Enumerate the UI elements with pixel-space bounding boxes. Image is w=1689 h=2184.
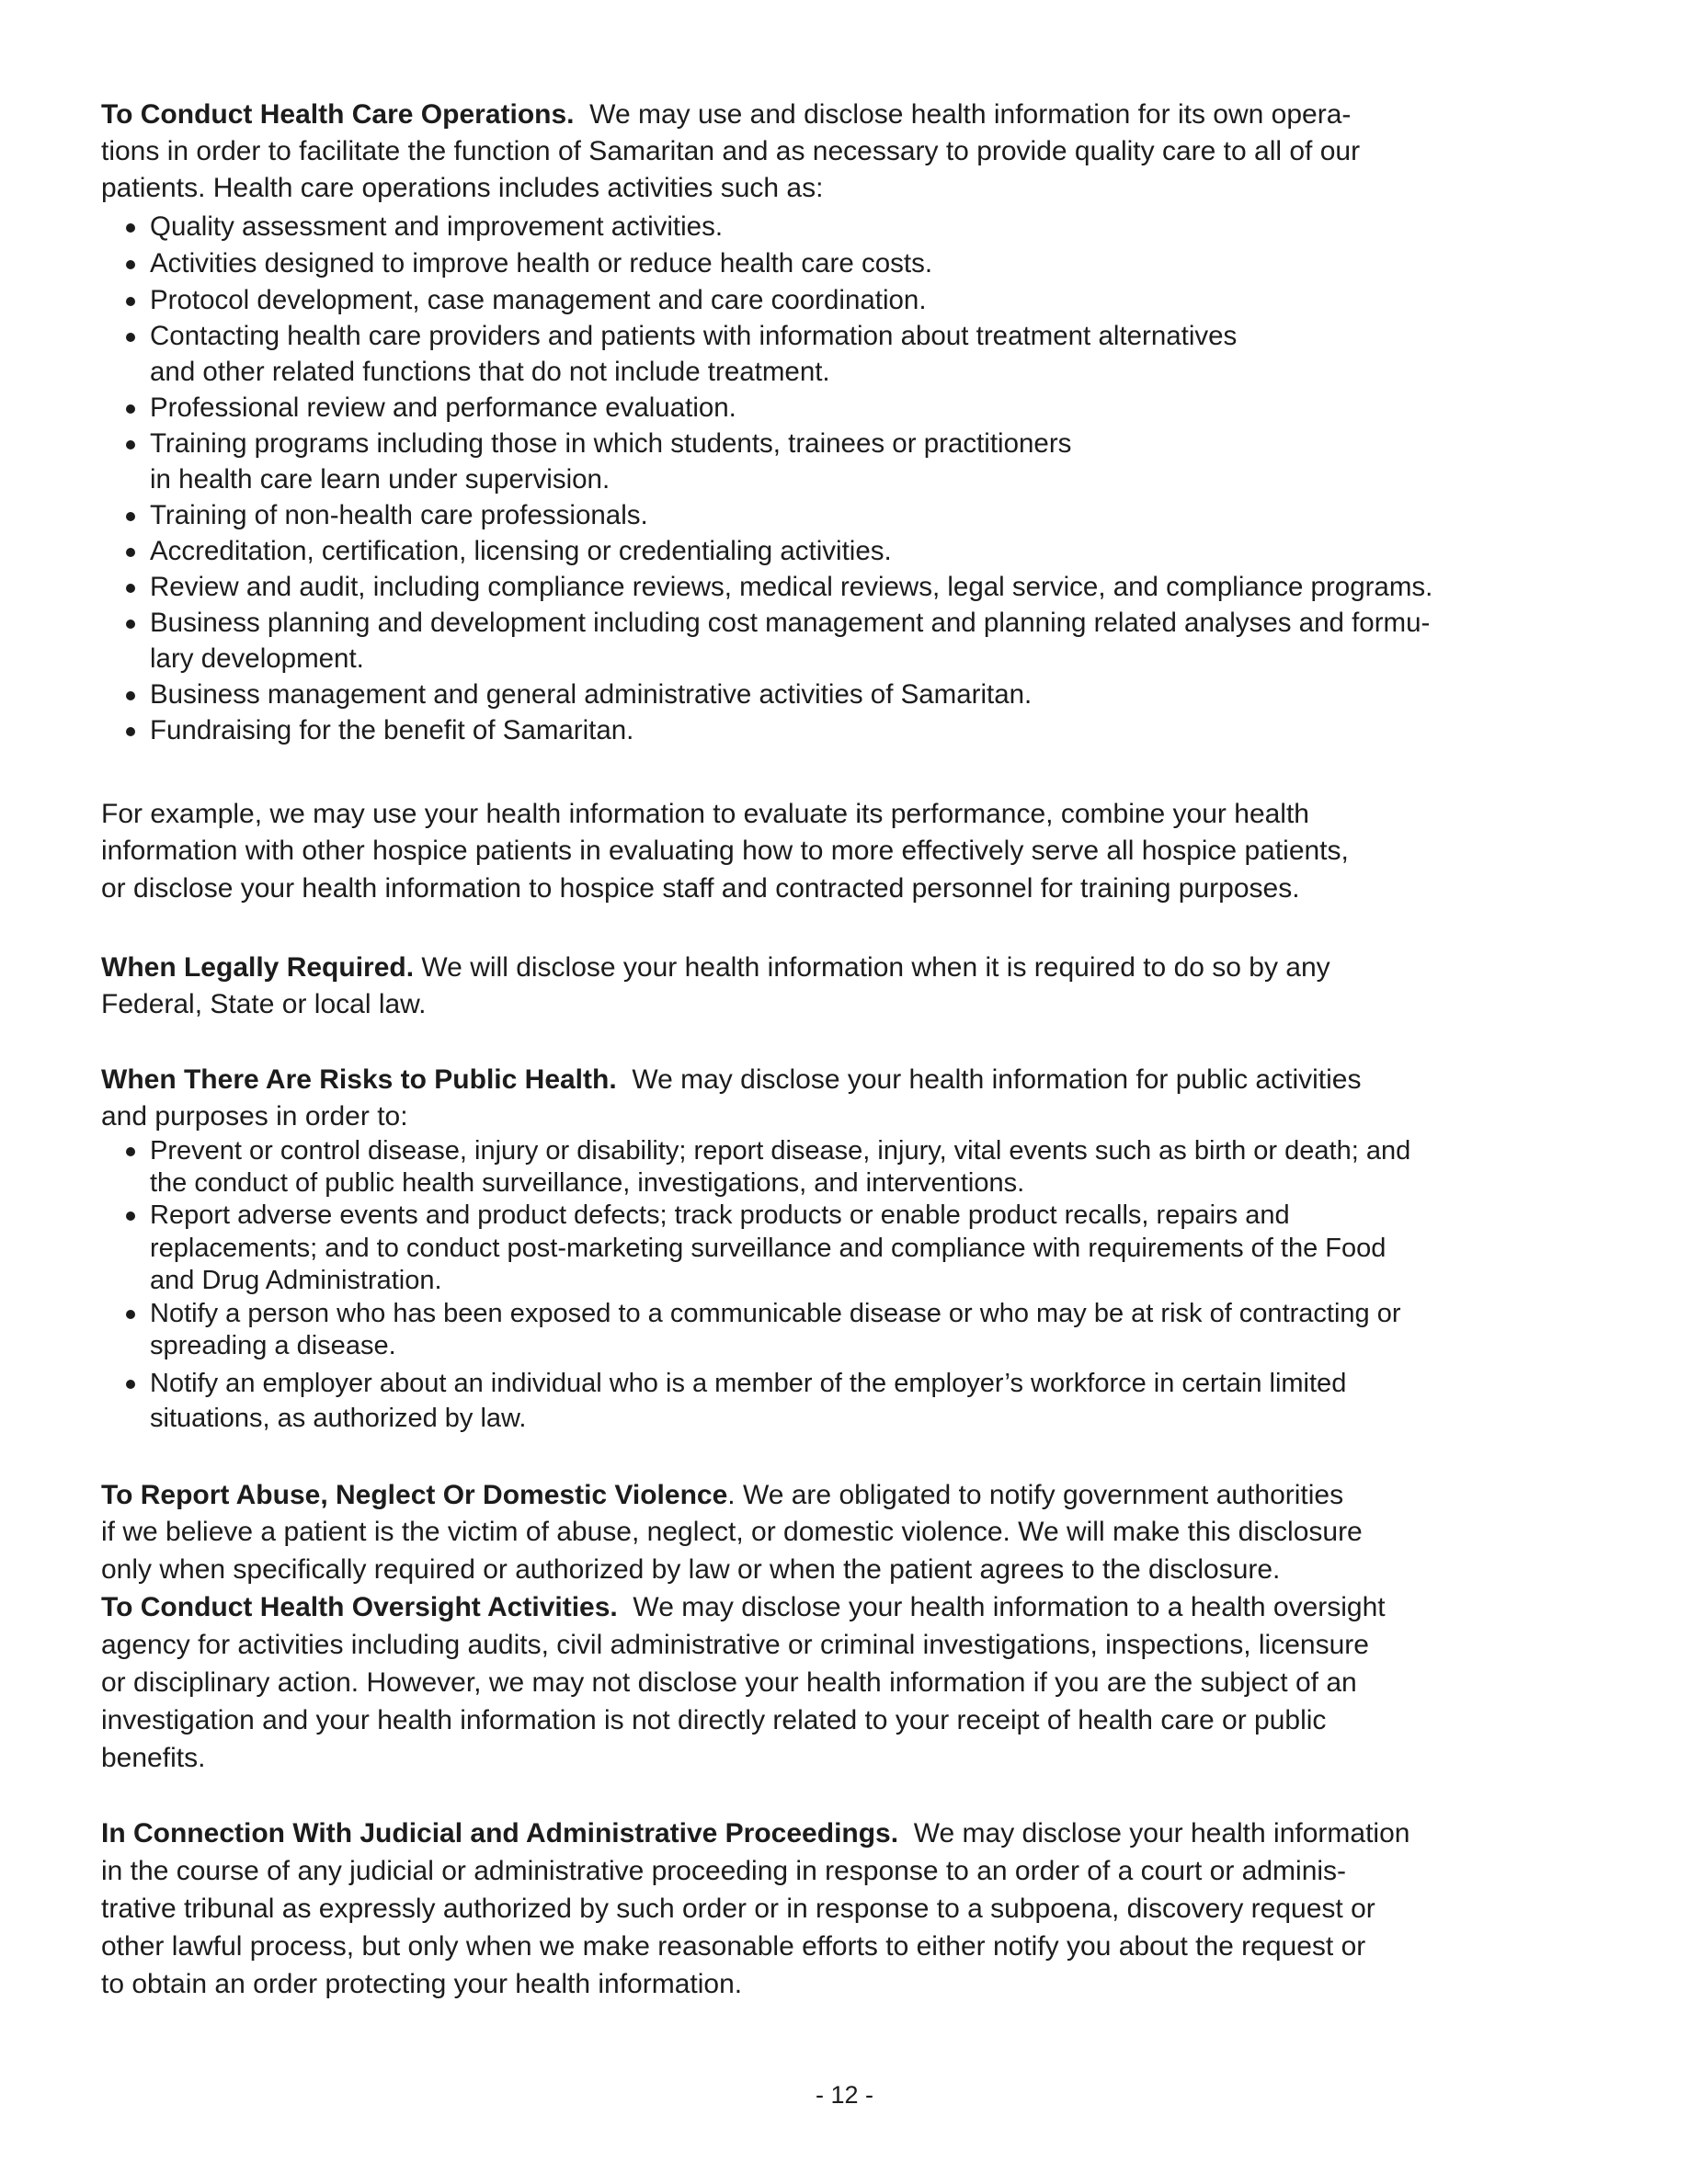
- list-item: Protocol development, case management and care coordination.: [150, 285, 927, 315]
- paragraph-line: Federal, State or local law.: [101, 989, 427, 1019]
- paragraph-line: For example, we may use your health information to evaluate its performance, combine your health: [101, 799, 1309, 829]
- list-item-continuation: in health care learn under supervision.: [150, 464, 611, 495]
- paragraph-line: trative tribunal as expressly authorized by such order or in response to a subpoena, discovery request or: [101, 1894, 1375, 1924]
- section-heading: When Legally Required.: [101, 952, 415, 983]
- bullet-icon: [126, 620, 135, 629]
- paragraph-line: or disciplinary action. However, we may not disclose your health information if you are the subject of an: [101, 1667, 1357, 1698]
- list-item: Accreditation, certification, licensing or credentialing activities.: [150, 536, 892, 566]
- list-item: Contacting health care providers and patients with information about treatment alternatives: [150, 321, 1238, 351]
- paragraph-line: to obtain an order protecting your health information.: [101, 1969, 743, 1999]
- paragraph-line: agency for activities including audits, civil administrative or criminal investigations, inspections, licensure: [101, 1630, 1369, 1660]
- bullet-icon: [126, 1380, 135, 1389]
- bullet-icon: [126, 584, 135, 593]
- section-heading: To Conduct Health Oversight Activities.: [101, 1592, 618, 1622]
- bullet-icon: [126, 1211, 135, 1221]
- list-item: Professional review and performance evaluation.: [150, 392, 736, 423]
- bullet-icon: [126, 691, 135, 700]
- list-item-continuation: and Drug Administration.: [150, 1266, 442, 1295]
- bullet-icon: [126, 727, 135, 736]
- paragraph-line: benefits.: [101, 1743, 206, 1773]
- paragraph-line: if we believe a patient is the victim of abuse, neglect, or domestic violence. We will make this disclosure: [101, 1517, 1363, 1547]
- paragraph-line: or disclose your health information to hospice staff and contracted personnel for training purposes.: [101, 873, 1300, 904]
- list-item-continuation: replacements; and to conduct post-marketing surveillance and compliance with requirements of the Food: [150, 1234, 1387, 1263]
- paragraph-line: only when specifically required or authorized by law or when the patient agrees to the disclosure.: [101, 1554, 1281, 1585]
- bullet-icon: [126, 404, 135, 414]
- section-heading: To Conduct Health Care Operations.: [101, 99, 575, 130]
- bullet-icon: [126, 223, 135, 233]
- paragraph-line: information with other hospice patients in evaluating how to more effectively serve all hospice patients,: [101, 836, 1349, 866]
- bullet-icon: [126, 440, 135, 449]
- section-heading: When There Are Risks to Public Health.: [101, 1064, 617, 1095]
- page-number: - 12 -: [815, 2081, 874, 2109]
- list-item-continuation: the conduct of public health surveillance, investigations, and interventions.: [150, 1168, 1025, 1198]
- list-item-continuation: situations, as authorized by law.: [150, 1404, 527, 1433]
- paragraph-line: To Conduct Health Oversight Activities. We may disclose your health information to a health oversight: [101, 1592, 1386, 1622]
- bullet-icon: [126, 1310, 135, 1319]
- bullet-icon: [126, 1147, 135, 1156]
- bullet-icon: [126, 512, 135, 521]
- section-heading: To Report Abuse, Neglect Or Domestic Violence: [101, 1480, 728, 1510]
- list-item: Training of non-health care professionals.: [150, 500, 648, 530]
- paragraph-line: investigation and your health information is not directly related to your receipt of health care or public: [101, 1705, 1327, 1735]
- paragraph-line: When Legally Required. We will disclose your health information when it is required to do so by any: [101, 952, 1330, 983]
- list-item: Notify an employer about an individual who is a member of the employer’s workforce in certain limited: [150, 1369, 1347, 1398]
- paragraph-line: To Report Abuse, Neglect Or Domestic Violence. We are obligated to notify government authorities: [101, 1480, 1344, 1510]
- list-item: Prevent or control disease, injury or disability; report disease, injury, vital events such as birth or death; and: [150, 1136, 1411, 1166]
- list-item: Notify a person who has been exposed to a communicable disease or who may be at risk of contracting or: [150, 1299, 1401, 1328]
- paragraph-line: patients. Health care operations includes activities such as:: [101, 173, 824, 203]
- section-heading: In Connection With Judicial and Administrative Proceedings.: [101, 1818, 899, 1848]
- paragraph-line: and purposes in order to:: [101, 1101, 408, 1132]
- list-item: Fundraising for the benefit of Samaritan.: [150, 715, 634, 745]
- list-item-continuation: spreading a disease.: [150, 1331, 396, 1360]
- paragraph-line: To Conduct Health Care Operations. We may use and disclose health information for its own opera-: [101, 99, 1352, 130]
- list-item: Review and audit, including compliance reviews, medical reviews, legal service, and compliance programs.: [150, 572, 1433, 602]
- bullet-icon: [126, 333, 135, 342]
- paragraph-line: other lawful process, but only when we make reasonable efforts to either notify you about the request or: [101, 1931, 1366, 1962]
- paragraph-line: When There Are Risks to Public Health. We may disclose your health information for public activities: [101, 1064, 1362, 1095]
- paragraph-line: In Connection With Judicial and Administrative Proceedings. We may disclose your health information: [101, 1818, 1410, 1848]
- list-item-continuation: lary development.: [150, 643, 364, 674]
- list-item: Activities designed to improve health or reduce health care costs.: [150, 248, 933, 279]
- paragraph-line: tions in order to facilitate the function of Samaritan and as necessary to provide quality care to all of our: [101, 136, 1361, 166]
- list-item: Training programs including those in which students, trainees or practitioners: [150, 428, 1072, 459]
- list-item: Business planning and development including cost management and planning related analyses and formu-: [150, 608, 1431, 638]
- bullet-icon: [126, 548, 135, 557]
- list-item-continuation: and other related functions that do not include treatment.: [150, 357, 830, 387]
- list-item: Report adverse events and product defects; track products or enable product recalls, repairs and: [150, 1200, 1290, 1230]
- bullet-icon: [126, 297, 135, 306]
- list-item: Quality assessment and improvement activities.: [150, 211, 724, 242]
- paragraph-line: in the course of any judicial or administrative proceeding in response to an order of a court or adminis-: [101, 1856, 1347, 1886]
- bullet-icon: [126, 260, 135, 269]
- list-item: Business management and general administrative activities of Samaritan.: [150, 679, 1033, 710]
